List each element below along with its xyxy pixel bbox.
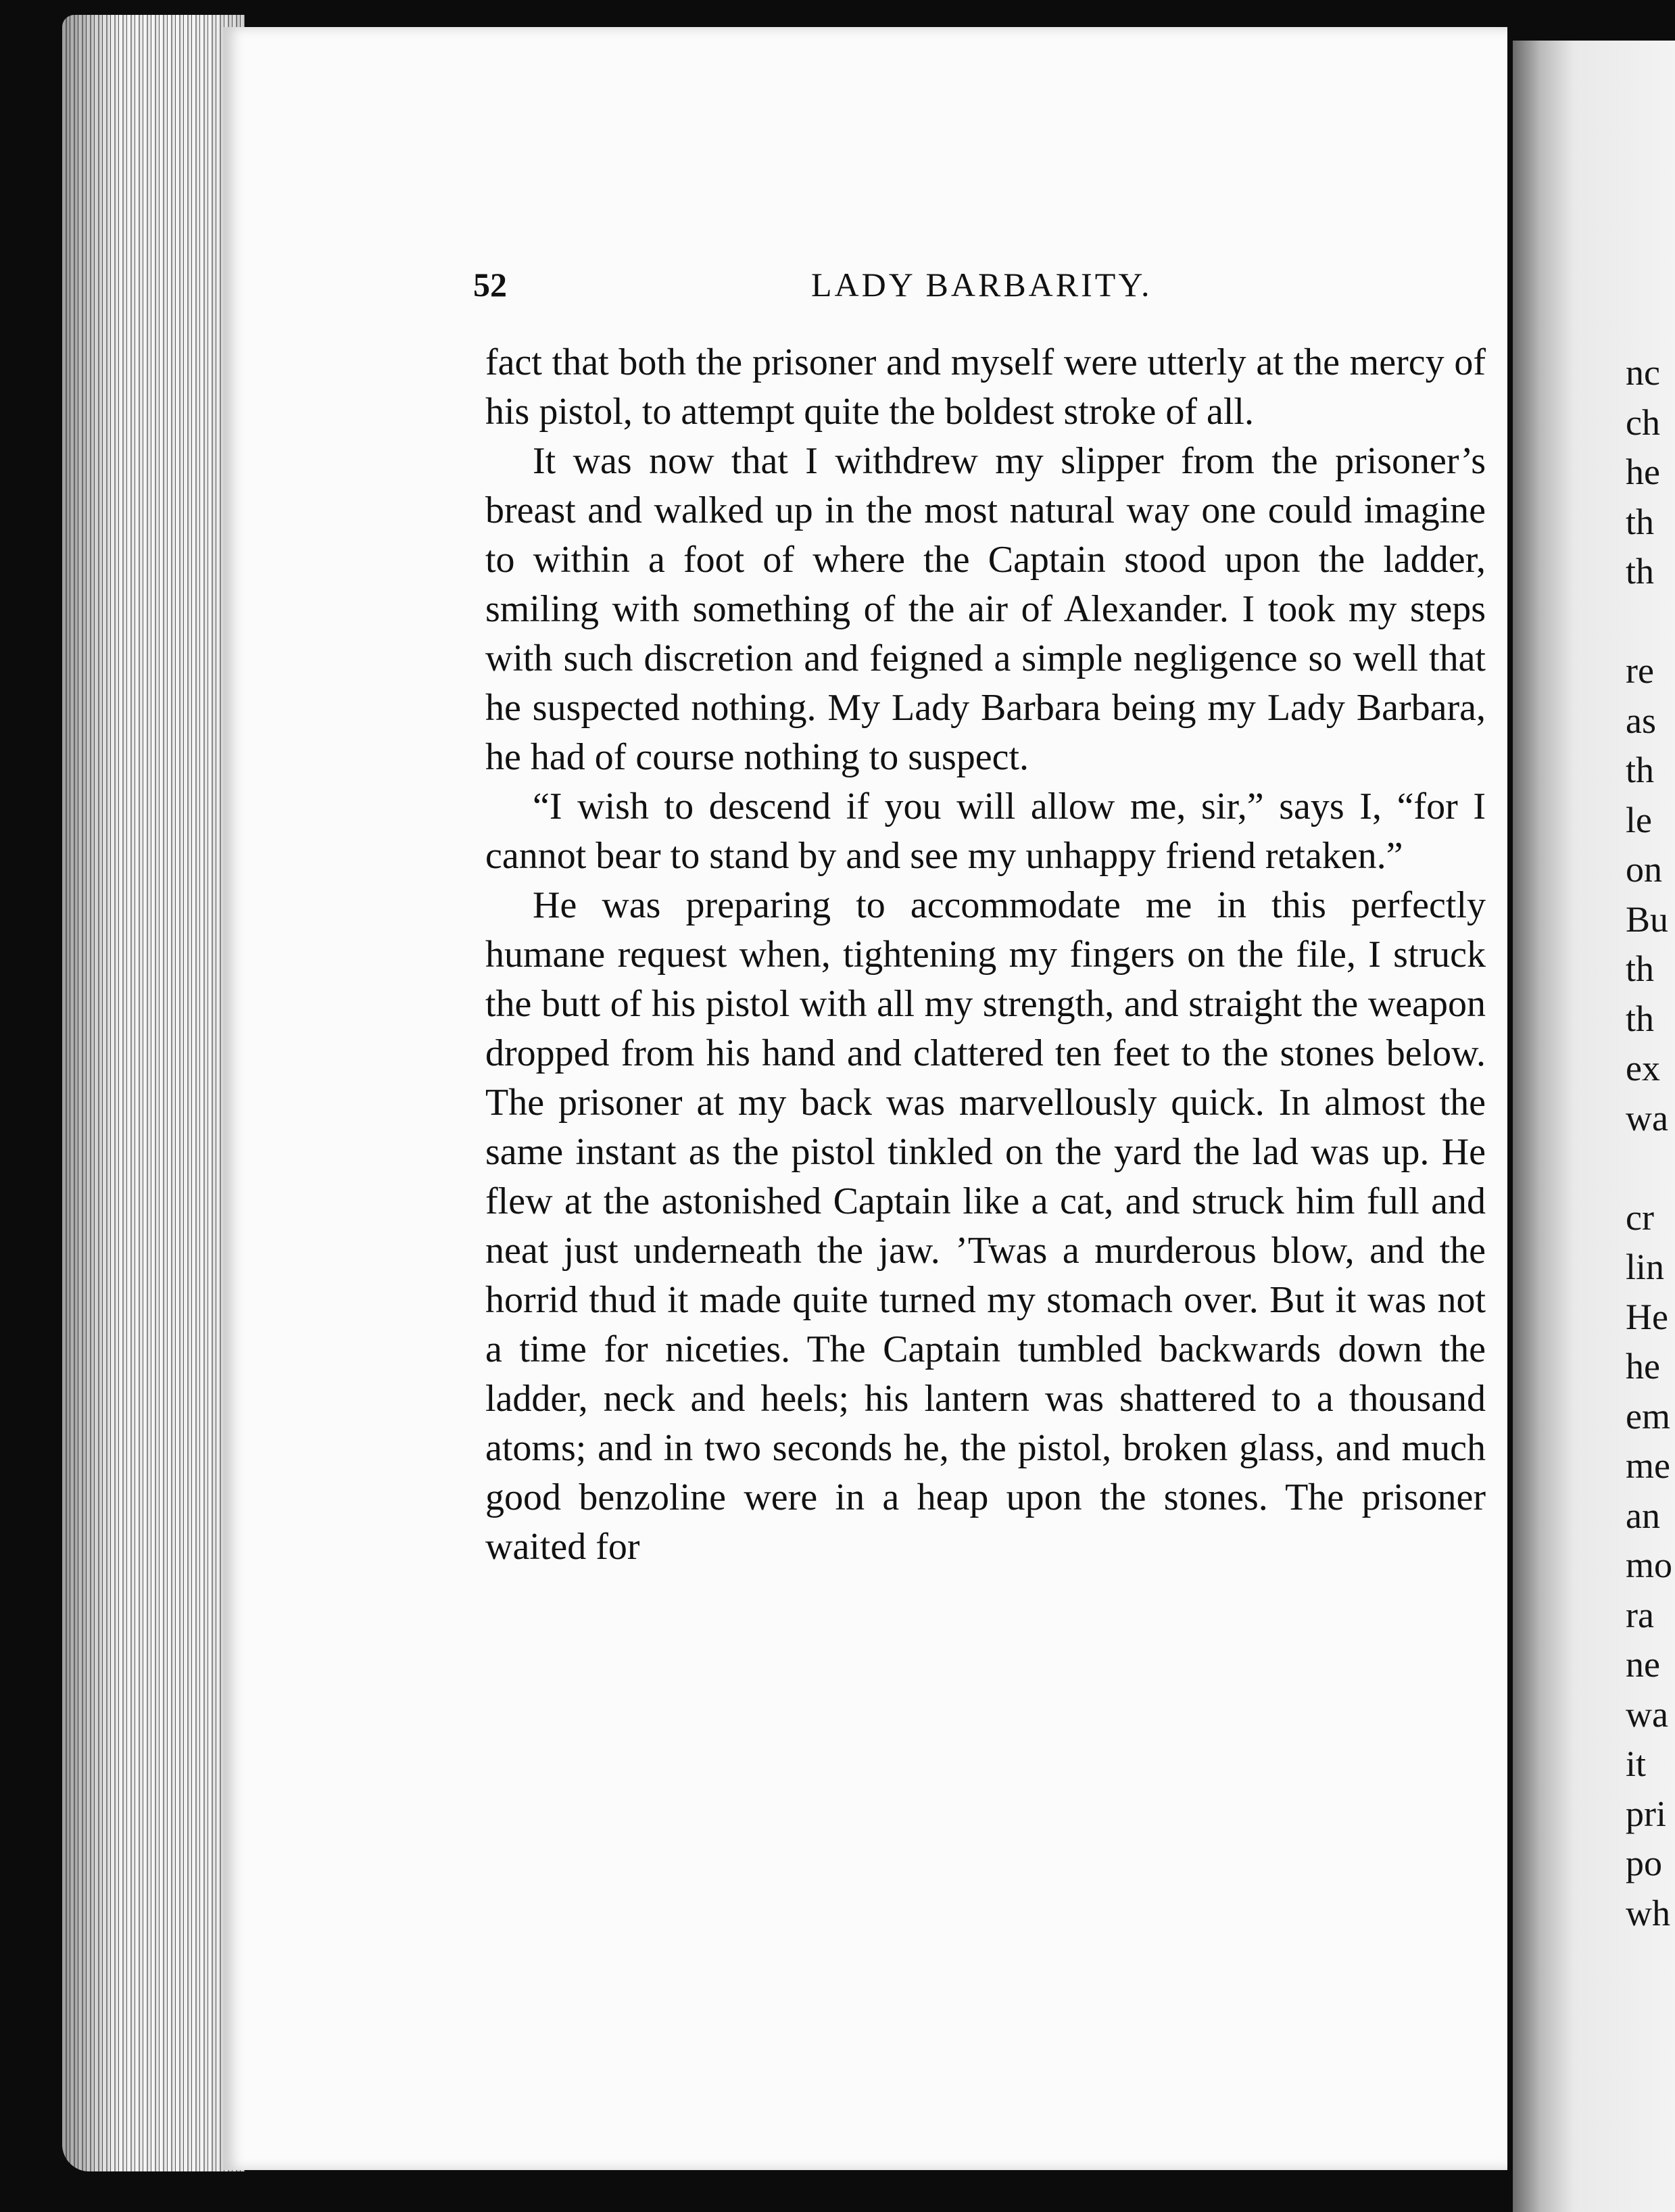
next-page-line: ex [1626,1048,1660,1088]
next-page-line: le [1626,799,1652,840]
next-page-text [1626,348,1673,1938]
running-title: LADY BARBARITY. [811,266,1152,304]
paragraph: fact that both the prisoner and myself were utterly at the mercy of his pistol, to attempt quite the boldest stroke of all. [485,341,1486,433]
next-page-line: lin [1626,1247,1665,1287]
next-page-line: th [1626,551,1655,592]
next-page-line: ne [1626,1644,1660,1685]
next-page-line: on [1626,849,1662,890]
next-page-line: as [1626,700,1656,741]
paragraph: “I wish to descend if you will allow me, sir,” says I, “for I cannot bear to stand by and see my unhappy friend retaken.” [485,786,1486,877]
next-page-line [1626,597,1666,647]
next-page-line: it [1626,1744,1647,1784]
next-page-line: he [1626,452,1660,492]
next-page-line: an [1626,1495,1660,1536]
next-page-line: pri [1626,1793,1666,1834]
next-page-line: em [1626,1395,1670,1437]
next-page-line: He [1626,1296,1668,1337]
next-page-line: wa [1626,1693,1668,1735]
next-page-line: cr [1626,1197,1654,1238]
next-page-line: th [1626,501,1655,542]
next-page-line: wa [1626,1097,1668,1138]
body-text [485,338,1486,1572]
next-page-line: he [1626,1346,1660,1387]
next-page-line: mo [1626,1545,1673,1585]
next-page-line [1626,1143,1666,1193]
next-page-line: ch [1626,402,1660,443]
next-page-line: th [1626,998,1655,1039]
next-page-line: ra [1626,1594,1654,1635]
next-page-line: po [1626,1843,1662,1883]
paragraph: It was now that I withdrew my slipper from the prisoner’s breast and walked up in the most natural way one could imagine to within a foot of where the Captain stood upon the ladder, smiling with something of the air of Alexander. I took my steps with such discretion and feigned a simple negligence so well that he suspected nothing. My Lady Barbara being my Lady Barbara, he had of course nothing to suspect. [485,440,1486,778]
page-number: 52 [473,266,507,304]
next-page-line: Bu [1626,898,1669,940]
next-page-line: wh [1626,1892,1670,1933]
paragraph: He was preparing to accommodate me in this perfectly humane request when, tightening my fingers on the file, I struck the butt of his pistol with all my strength, and straight the weapon dropped from his hand and clattered ten feet to the stones below. The prisoner at my back was marvellously quick. In almost the same instant as the pistol tinkled on the yard the lad was up. He flew at the astonished Captain like a cat, and struck him full and neat just underneath the jaw. ’Twas a murderous blow, and the horrid thud it made quite turned my stomach over. But it was not a time for niceties. The Captain tumbled backwards down the ladder, neck and heels; his lantern was shattered to a thousand atoms; and in two seconds he, the pistol, broken glass, and much good benzoline were in a heap upon the stones. The prisoner waited for [485,884,1486,1568]
next-page-line: re [1626,650,1654,691]
next-page-line: nc [1626,352,1660,393]
page-header [473,257,1487,311]
page-edges-shade [62,15,245,2171]
next-page-line: th [1626,750,1655,790]
next-page-line: th [1626,948,1655,989]
next-page-line: me [1626,1445,1670,1486]
